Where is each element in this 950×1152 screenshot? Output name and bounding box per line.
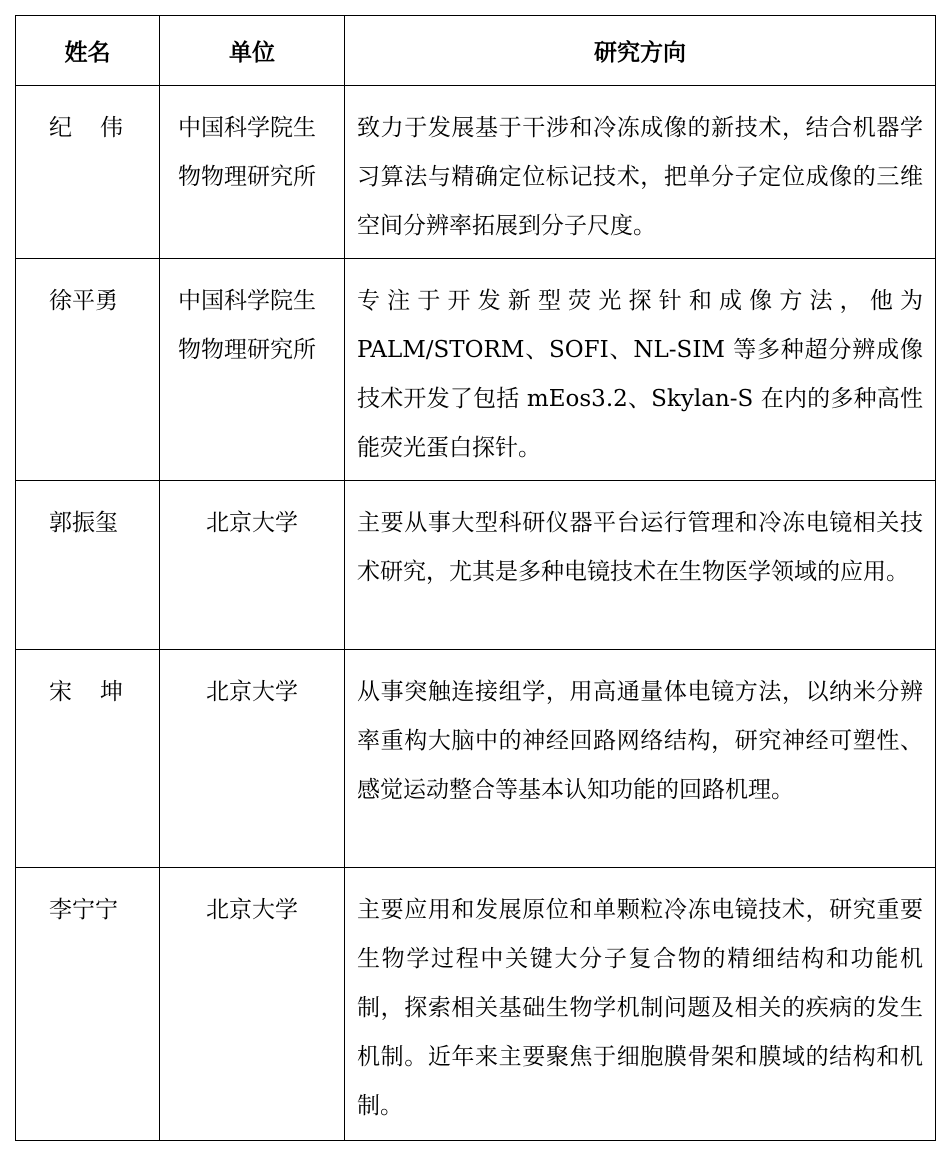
header-unit: 单位 [160, 16, 345, 86]
unit-cell: 中国科学院生物物理研究所 [160, 86, 345, 259]
unit-cell: 中国科学院生物物理研究所 [160, 259, 345, 481]
unit-cell: 北京大学 [160, 481, 345, 650]
researcher-name: 徐平勇 [49, 288, 118, 314]
table-row [16, 481, 936, 650]
name-cell [16, 86, 160, 259]
table-row [16, 259, 936, 481]
unit-cell: 北京大学 [160, 868, 345, 1141]
unit-cell: 北京大学 [160, 650, 345, 868]
direction-cell: 主要从事大型科研仪器平台运行管理和冷冻电镜相关技术研究，尤其是多种电镜技术在生物医学领域的应用。 [345, 481, 936, 650]
table-row [16, 650, 936, 868]
researcher-name: 纪伟 [49, 115, 151, 141]
direction-cell: 从事突触连接组学，用高通量体电镜方法，以纳米分辨率重构大脑中的神经回路网络结构，研究神经可塑性、感觉运动整合等基本认知功能的回路机理。 [345, 650, 936, 868]
researcher-name: 宋坤 [49, 679, 151, 705]
researcher-table [15, 15, 936, 1141]
researcher-name: 李宁宁 [49, 897, 118, 923]
header-name: 姓名 [16, 16, 160, 86]
name-cell [16, 650, 160, 868]
table-row [16, 86, 936, 259]
direction-cell: 致力于发展基于干涉和冷冻成像的新技术，结合机器学习算法与精确定位标记技术，把单分子定位成像的三维空间分辨率拓展到分子尺度。 [345, 86, 936, 259]
researcher-name: 郭振玺 [49, 510, 118, 536]
table-header-row [16, 16, 936, 86]
header-direction: 研究方向 [345, 16, 936, 86]
direction-cell: 专注于开发新型荧光探针和成像方法，他为PALM/STORM、SOFI、NL-SIM 等多种超分辨成像技术开发了包括 mEos3.2、Skylan-S 在内的多种高性能荧光蛋白探针。 [345, 259, 936, 481]
table-row [16, 868, 936, 1141]
name-cell [16, 259, 160, 481]
direction-cell: 主要应用和发展原位和单颗粒冷冻电镜技术，研究重要生物学过程中关键大分子复合物的精细结构和功能机制，探索相关基础生物学机制问题及相关的疾病的发生机制。近年来主要聚焦于细胞膜骨架和膜域的结构和机制。 [345, 868, 936, 1141]
name-cell [16, 481, 160, 650]
name-cell [16, 868, 160, 1141]
